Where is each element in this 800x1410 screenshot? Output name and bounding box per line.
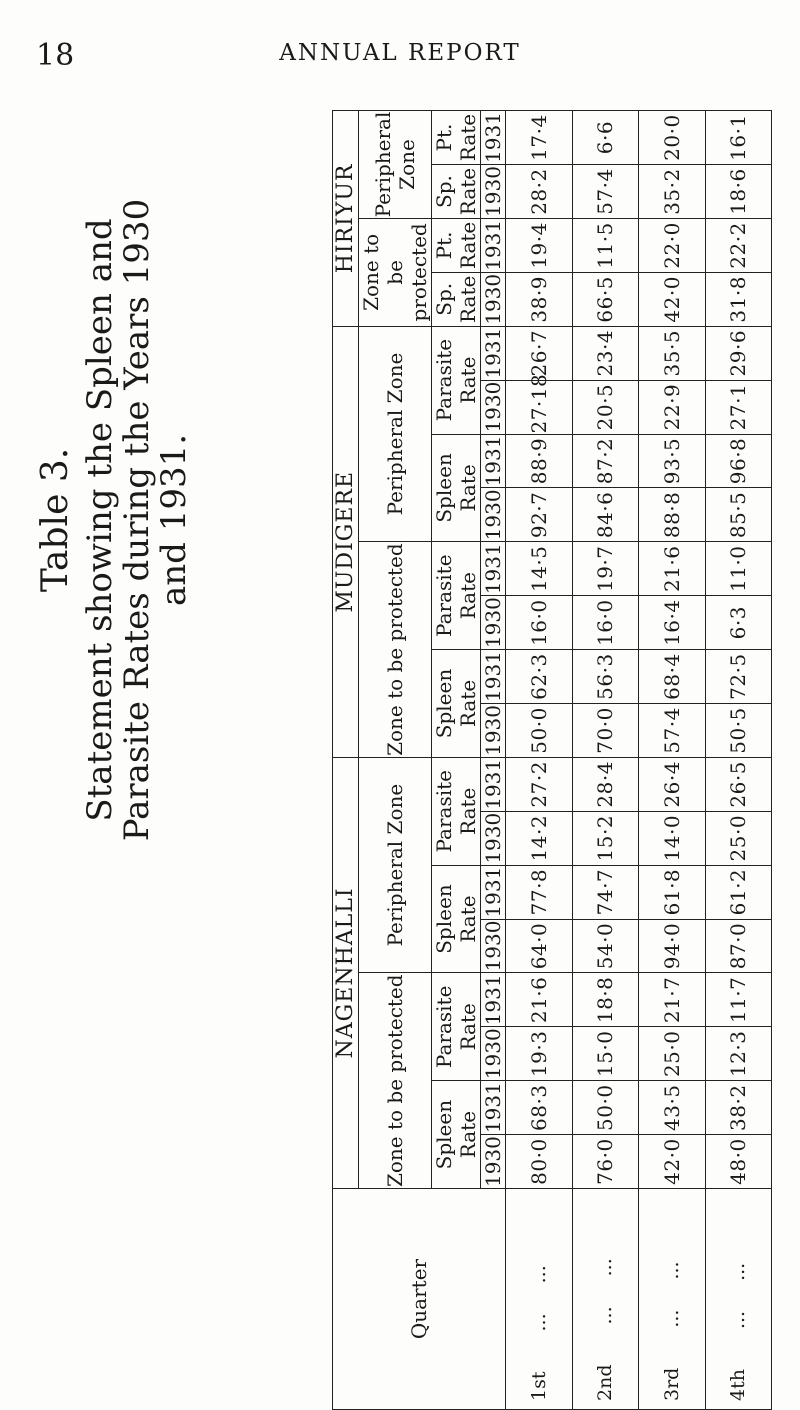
rate-cell: 25·0 xyxy=(639,1027,706,1081)
year-header-1931: 1931 xyxy=(481,758,505,810)
rate-cell: 22·2 xyxy=(705,218,772,272)
parasite-rate-header: Parasite Rate xyxy=(432,542,481,650)
leader-dots: ... xyxy=(527,1265,550,1284)
rate-cell: 94·0 xyxy=(639,919,706,973)
page-number: 18 xyxy=(36,38,75,73)
rate-cell: 38·9 xyxy=(506,272,573,326)
rate-cell: 18·6 xyxy=(705,165,772,219)
leader-dots: ... xyxy=(727,1310,750,1330)
quarter-cell xyxy=(705,1189,772,1410)
rate-cell: 61·8 xyxy=(639,865,706,919)
rate-cell: 38·2 xyxy=(705,1081,772,1135)
rate-cell: 56·3 xyxy=(572,650,639,704)
rate-cell: 26·5 xyxy=(705,757,772,811)
rate-cell: 74·7 xyxy=(572,865,639,919)
quarter-label: 4th xyxy=(727,1369,750,1401)
year-header-1930: 1930 xyxy=(481,381,505,433)
rate-cell: 26·4 xyxy=(639,757,706,811)
rate-cell: 21·7 xyxy=(639,973,706,1027)
rate-cell: 80·0 xyxy=(506,1135,573,1189)
quarter-label: 3rd xyxy=(660,1367,683,1401)
rate-cell: 62·3 xyxy=(506,650,573,704)
year-header-1930: 1930 xyxy=(481,704,505,756)
leader-dots: ... xyxy=(660,1309,683,1328)
peripheral-zone-header: Peripheral Zone xyxy=(359,757,432,973)
rate-cell: 54·0 xyxy=(572,919,639,973)
rate-cell: 25·0 xyxy=(705,811,772,865)
rate-cell: 88·8 xyxy=(639,488,706,542)
rate-cell: 61·2 xyxy=(705,865,772,919)
sp-rate-header: Sp. Rate xyxy=(432,272,481,326)
district-mudigere: MUDIGERE xyxy=(333,326,359,757)
rate-cell: 6·6 xyxy=(572,111,639,165)
rate-cell: 12·3 xyxy=(705,1027,772,1081)
rate-cell: 27·18 xyxy=(506,380,573,434)
year-header-1931: 1931 xyxy=(481,543,505,595)
leader-dots: ... xyxy=(660,1261,683,1280)
parasite-rate-header: Parasite Rate xyxy=(432,757,481,865)
rate-cell: 68·4 xyxy=(639,650,706,704)
statistics-table-wrapper xyxy=(332,110,772,1410)
year-header-1930: 1930 xyxy=(481,1136,505,1188)
district-hiriyur: HIRIYUR xyxy=(333,111,359,327)
leader-dots: ... xyxy=(594,1306,617,1325)
rate-cell: 88·9 xyxy=(506,434,573,488)
year-header-1931: 1931 xyxy=(481,974,505,1026)
spleen-rate-header: Spleen Rate xyxy=(432,650,481,758)
rate-cell: 92·7 xyxy=(506,488,573,542)
rate-cell: 23·4 xyxy=(572,326,639,380)
rate-cell: 11·0 xyxy=(705,542,772,596)
zone-protected-header: Zone to be protected xyxy=(359,973,432,1189)
rate-cell: 31·8 xyxy=(705,272,772,326)
rate-cell: 19·3 xyxy=(506,1027,573,1081)
rate-cell: 87·2 xyxy=(572,434,639,488)
rate-cell: 57·4 xyxy=(639,703,706,757)
rate-cell: 29·6 xyxy=(705,326,772,380)
rate-cell: 72·5 xyxy=(705,650,772,704)
quarter-cell xyxy=(639,1189,706,1410)
spleen-parasite-table xyxy=(332,110,772,1410)
rate-cell: 96·8 xyxy=(705,434,772,488)
rate-cell: 50·0 xyxy=(572,1081,639,1135)
year-header-1930: 1930 xyxy=(481,812,505,864)
table-body xyxy=(506,111,772,1410)
parasite-rate-header: Parasite Rate xyxy=(432,973,481,1081)
district-nagenhalli: NAGENHALLI xyxy=(333,757,359,1188)
zone-protected-header: Zone to be protected xyxy=(359,218,432,326)
table-label: Table 3. xyxy=(35,447,76,593)
table-caption: Statement showing the Spleen and Parasite Rates during the Years 1930 and 1931. xyxy=(79,198,195,842)
rate-cell: 27·1 xyxy=(705,380,772,434)
quarter-cell xyxy=(506,1189,573,1410)
peripheral-zone-header: Peripheral Zone xyxy=(359,111,432,219)
rate-cell: 68·3 xyxy=(506,1081,573,1135)
pt-rate-header: Pt. Rate xyxy=(432,111,481,165)
year-header-1930: 1930 xyxy=(481,273,505,325)
rate-cell: 6·3 xyxy=(705,596,772,650)
rate-cell: 28·4 xyxy=(572,757,639,811)
rate-cell: 22·0 xyxy=(639,218,706,272)
year-header-1930: 1930 xyxy=(481,166,505,217)
rate-cell: 35·2 xyxy=(639,165,706,219)
table-row xyxy=(639,111,706,1410)
rate-cell: 64·0 xyxy=(506,919,573,973)
rate-cell: 26·7 xyxy=(506,326,573,380)
sp-rate-header: Sp. Rate xyxy=(432,165,481,219)
rate-cell: 70·0 xyxy=(572,703,639,757)
rate-cell: 21·6 xyxy=(506,973,573,1027)
rate-cell: 14·5 xyxy=(506,542,573,596)
quarter-header: Quarter xyxy=(333,1189,506,1410)
rate-cell: 27·2 xyxy=(506,757,573,811)
year-header-1930: 1930 xyxy=(481,1028,505,1080)
quarter-label: 1st xyxy=(527,1371,550,1401)
rate-cell: 57·4 xyxy=(572,165,639,219)
rate-cell: 20·0 xyxy=(639,111,706,165)
year-header-1931: 1931 xyxy=(481,651,505,702)
year-header-1931: 1931 xyxy=(481,435,505,487)
rate-cell: 35·5 xyxy=(639,326,706,380)
rate-cell: 43·5 xyxy=(639,1081,706,1135)
table-row xyxy=(572,111,639,1410)
table-row xyxy=(705,111,772,1410)
rate-cell: 50·5 xyxy=(705,703,772,757)
leader-dots: ... xyxy=(727,1262,750,1281)
running-head: ANNUAL REPORT xyxy=(279,40,521,66)
zone-protected-header: Zone to be protected xyxy=(359,542,432,758)
rate-cell: 93·5 xyxy=(639,434,706,488)
rate-cell: 76·0 xyxy=(572,1135,639,1189)
year-header-1930: 1930 xyxy=(481,597,505,649)
peripheral-zone-header: Peripheral Zone xyxy=(359,326,432,542)
rate-cell: 14·2 xyxy=(506,811,573,865)
rate-cell: 15·0 xyxy=(572,1027,639,1081)
rate-cell: 11·7 xyxy=(705,973,772,1027)
rate-cell: 20·5 xyxy=(572,380,639,434)
table-row xyxy=(506,111,573,1410)
rate-cell: 84·6 xyxy=(572,488,639,542)
rate-cell: 28·2 xyxy=(506,165,573,219)
pt-rate-header: Pt. Rate xyxy=(432,218,481,272)
spleen-rate-header: Spleen Rate xyxy=(432,865,481,973)
leader-dots: ... xyxy=(594,1258,617,1277)
quarter-cell xyxy=(572,1189,639,1410)
spleen-rate-header: Spleen Rate xyxy=(432,1081,481,1189)
spleen-rate-header: Spleen Rate xyxy=(432,434,481,542)
rate-cell: 85·5 xyxy=(705,488,772,542)
rate-cell: 19·4 xyxy=(506,218,573,272)
rate-cell: 16·1 xyxy=(705,111,772,165)
year-header-1931: 1931 xyxy=(481,112,505,163)
rate-cell: 42·0 xyxy=(639,1135,706,1189)
quarter-label: 2nd xyxy=(594,1364,617,1401)
year-header-1930: 1930 xyxy=(481,920,505,972)
rate-cell: 87·0 xyxy=(705,919,772,973)
parasite-rate-header: Parasite Rate xyxy=(432,326,481,434)
rate-cell: 50·0 xyxy=(506,703,573,757)
rate-cell: 48·0 xyxy=(705,1135,772,1189)
rate-cell: 16·4 xyxy=(639,596,706,650)
year-header-1931: 1931 xyxy=(481,327,505,379)
rate-cell: 16·0 xyxy=(572,596,639,650)
leader-dots: ... xyxy=(527,1313,550,1332)
rate-cell: 66·5 xyxy=(572,272,639,326)
year-header-1930: 1930 xyxy=(481,489,505,541)
rate-cell: 19·7 xyxy=(572,542,639,596)
year-header-1931: 1931 xyxy=(481,1082,505,1134)
year-header-1931: 1931 xyxy=(481,219,505,271)
rate-cell: 14·0 xyxy=(639,811,706,865)
rate-cell: 42·0 xyxy=(639,272,706,326)
year-header-1931: 1931 xyxy=(481,866,505,918)
rate-cell: 11·5 xyxy=(572,218,639,272)
rate-cell: 21·6 xyxy=(639,542,706,596)
rate-cell: 16·0 xyxy=(506,596,573,650)
rate-cell: 77·8 xyxy=(506,865,573,919)
rate-cell: 17·4 xyxy=(506,111,573,165)
rate-cell: 22·9 xyxy=(639,380,706,434)
rate-cell: 15·2 xyxy=(572,811,639,865)
rate-cell: 18·8 xyxy=(572,973,639,1027)
